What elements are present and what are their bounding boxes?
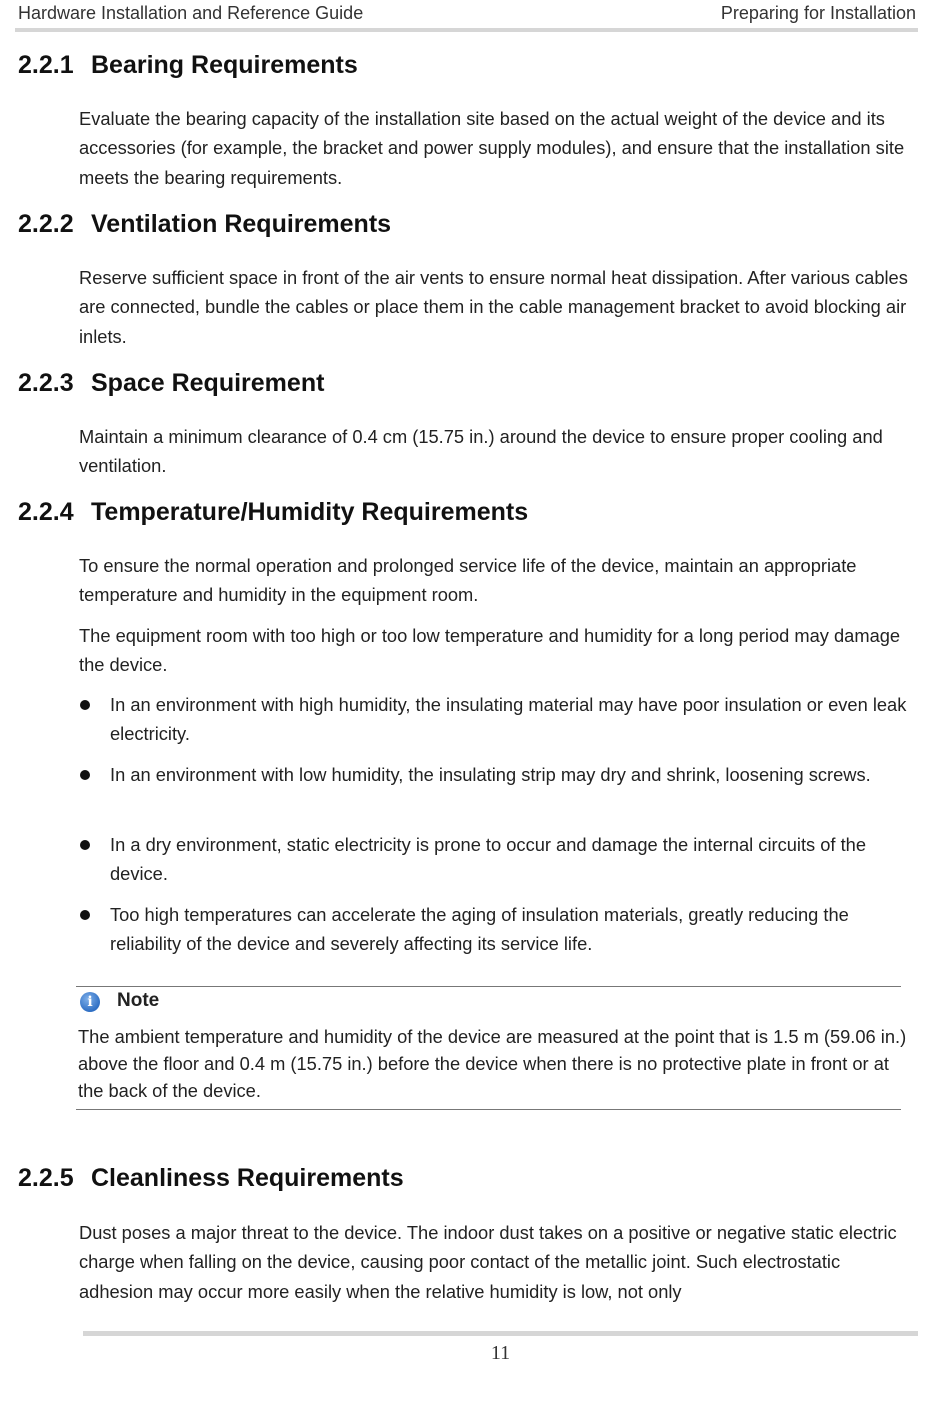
paragraph: Dust poses a major threat to the device. The indoor dust takes on a positive or negative static electric charge when falling on the device, causing poor contact of the metallic joint. Such electrostatic adhesion may occur more easily when the relative humidity is low, not only (79, 1222, 897, 1302)
bullet-icon (80, 840, 90, 850)
footer-divider (83, 1331, 918, 1336)
section-heading-ventilation (18, 210, 391, 239)
section-number: 2.2.4 (18, 498, 74, 526)
paragraph: The equipment room with too high or too low temperature and humidity for a long period may damage the device. (79, 625, 901, 676)
section-number: 2.2.2 (18, 210, 74, 238)
section-number: 2.2.5 (18, 1164, 74, 1192)
section-title: Temperature/Humidity Requirements (91, 498, 529, 526)
section-title: Space Requirement (91, 369, 325, 397)
section-title: Ventilation Requirements (91, 210, 392, 238)
note-title: Note (117, 990, 160, 1011)
note-bottom-rule (76, 1109, 901, 1110)
running-header-title: Hardware Installation and Reference Guide (18, 3, 364, 23)
section-heading-temperature-humidity (18, 498, 528, 527)
info-icon: i (80, 992, 100, 1012)
header-divider (15, 28, 918, 32)
note-text: The ambient temperature and humidity of the device are measured at the point that is 1.5 m (59.06 in.) above the floor and 0.4 m (15.75 in.) before the device when there is no protective plate in front or at the back of the device. (78, 1026, 907, 1101)
list-item: Too high temperatures can accelerate the aging of insulation materials, greatly reducing the reliability of the device and severely affecting its service life. (110, 904, 849, 955)
list-item: In an environment with high humidity, the insulating material may have poor insulation or even leak electricity. (110, 694, 907, 745)
section-heading-space (18, 369, 324, 398)
section-title: Cleanliness Requirements (91, 1164, 404, 1192)
section-number: 2.2.3 (18, 369, 74, 397)
running-header-chapter: Preparing for Installation (720, 3, 916, 23)
note-top-rule (76, 986, 901, 987)
paragraph: Reserve sufficient space in front of the air vents to ensure normal heat dissipation. After various cables are connected, bundle the cables or place them in the cable management bracket to avoid blocking air inlets. (79, 267, 908, 347)
bullet-icon (80, 770, 90, 780)
section-heading-cleanliness (18, 1164, 404, 1193)
section-number: 2.2.1 (18, 51, 74, 79)
paragraph: To ensure the normal operation and prolonged service life of the device, maintain an appropriate temperature and humidity in the equipment room. (79, 555, 857, 606)
paragraph: Maintain a minimum clearance of 0.4 cm (15.75 in.) around the device to ensure proper cooling and ventilation. (79, 426, 883, 477)
list-item: In a dry environment, static electricity is prone to occur and damage the internal circuits of the device. (110, 834, 866, 885)
list-item: In an environment with low humidity, the insulating strip may dry and shrink, loosening screws. (110, 764, 871, 785)
page-number: 11 (490, 1342, 511, 1364)
section-title: Bearing Requirements (91, 51, 358, 79)
paragraph: Evaluate the bearing capacity of the installation site based on the actual weight of the device and its accessories (for example, the bracket and power supply modules), and ensure that the installation site meets the bearing requirements. (79, 108, 905, 188)
section-heading-bearing (18, 51, 358, 80)
bullet-icon (80, 700, 90, 710)
bullet-icon (80, 910, 90, 920)
